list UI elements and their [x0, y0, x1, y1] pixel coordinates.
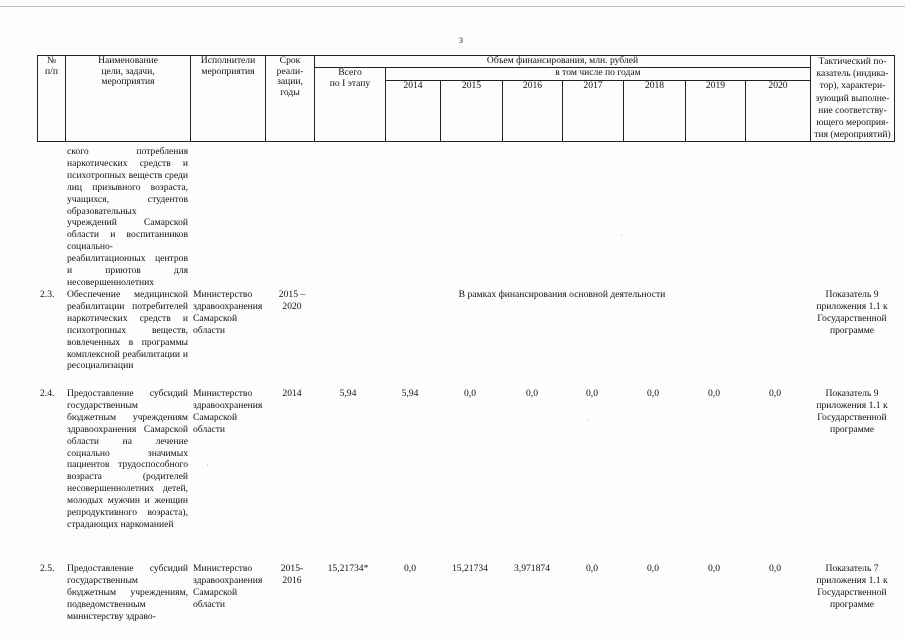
row-name: Предоставление субсидий государственным бюджетным учреждениям здравоохранения Самарской области на лечение социально значимых пациентов трудоспособного возраста (родителей несовершеннолетних детей, молодых мужчин и женщин репродуктивного возраста), страдающих наркоманией: [67, 388, 188, 530]
row-indicator: Показатель 7 приложения 1.1 к Государственной программе: [816, 563, 888, 610]
header-year: 2016: [503, 81, 563, 142]
row-term: 2015-2016: [280, 563, 304, 586]
row-value-2016: 3,971874: [514, 563, 550, 574]
row-value-2017: 0,0: [586, 563, 598, 574]
row-value-2018: 0,0: [647, 388, 659, 399]
scan-edge-line: [0, 6, 905, 7]
scan-speck: ·: [206, 461, 209, 470]
row-value-2014: 0,0: [404, 563, 416, 574]
row-term: 2014: [282, 388, 302, 399]
header-total: Всего по I этапу: [315, 68, 386, 142]
row-executor: Министерство здравоохранения Самарской области: [193, 289, 263, 336]
header-year: 2019: [686, 81, 746, 142]
row-name: Предоставление субсидий государственным бюджетным учреждениям, подведомственным министерству здраво-: [67, 563, 188, 622]
header-funding: Объем финансирования, млн. рублей: [315, 56, 811, 68]
row-value-2020: 0,0: [769, 563, 781, 574]
header-executors: Исполнители мероприятия: [191, 56, 266, 142]
row-value-2014: 5,94: [401, 388, 419, 399]
header-year: 2015: [441, 81, 503, 142]
header-term: Срок реали- зации, годы: [266, 56, 315, 142]
row-value-2015: 0,0: [464, 388, 476, 399]
header-year: 2018: [624, 81, 686, 142]
row-num: 2.5.: [40, 563, 55, 574]
header-year: 2017: [563, 81, 624, 142]
row-value-2019: 0,0: [708, 563, 720, 574]
row-indicator: Показатель 9 приложения 1.1 к Государственной программе: [816, 388, 888, 435]
row-value-2016: 0,0: [526, 388, 538, 399]
header-num: № п/п: [38, 56, 66, 142]
row-total: 5,94: [339, 388, 357, 399]
row-term: 2015 – 2020: [278, 289, 306, 312]
row-total: 15,21734*: [327, 563, 369, 574]
row-value-2015: 15,21734: [452, 563, 488, 574]
scan-speck: ·: [587, 416, 590, 425]
row-executor: Министерство здравоохранения Самарской области: [193, 563, 263, 610]
table-header: [37, 55, 895, 142]
row-num: 2.3.: [40, 289, 55, 300]
scan-speck: ·: [620, 231, 623, 240]
row-value-2017: 0,0: [586, 388, 598, 399]
row-value-2020: 0,0: [769, 388, 781, 399]
header-year: 2014: [386, 81, 441, 142]
row-value-2019: 0,0: [708, 388, 720, 399]
header-name: Наименование цели, задачи, мероприятия: [66, 56, 191, 142]
row-indicator: Показатель 9 приложения 1.1 к Государственной программе: [816, 289, 888, 336]
row-value-2018: 0,0: [647, 563, 659, 574]
header-by-years: в том числе по годам: [386, 68, 811, 81]
row-funding-note: В рамках финансирования основной деятельности: [458, 289, 666, 300]
continuation-text: ского потребления наркотических средств и психотропных веществ среди лиц призывного возраста, учащихся, студентов образовательных учреждений Самарской области и воспитанников социально-реабилитационных центров и приютов для несовершеннолетних: [67, 146, 188, 288]
page-number: 3: [459, 36, 463, 45]
header-year: 2020: [746, 81, 811, 142]
row-executor: Министерство здравоохранения Самарской области: [193, 388, 263, 435]
header-indicator: Тактический по- казатель (индика- тор), характери- зующий выполне- ние соответству- ющего мероприя- тия (мероприятий): [811, 56, 895, 142]
row-num: 2.4.: [40, 388, 55, 399]
row-name: Обеспечение медицинской реабилитации потребителей наркотических средств и психотропных веществ, вовлеченных в программы комплексной реабилитации и ресоциализации: [67, 289, 188, 372]
